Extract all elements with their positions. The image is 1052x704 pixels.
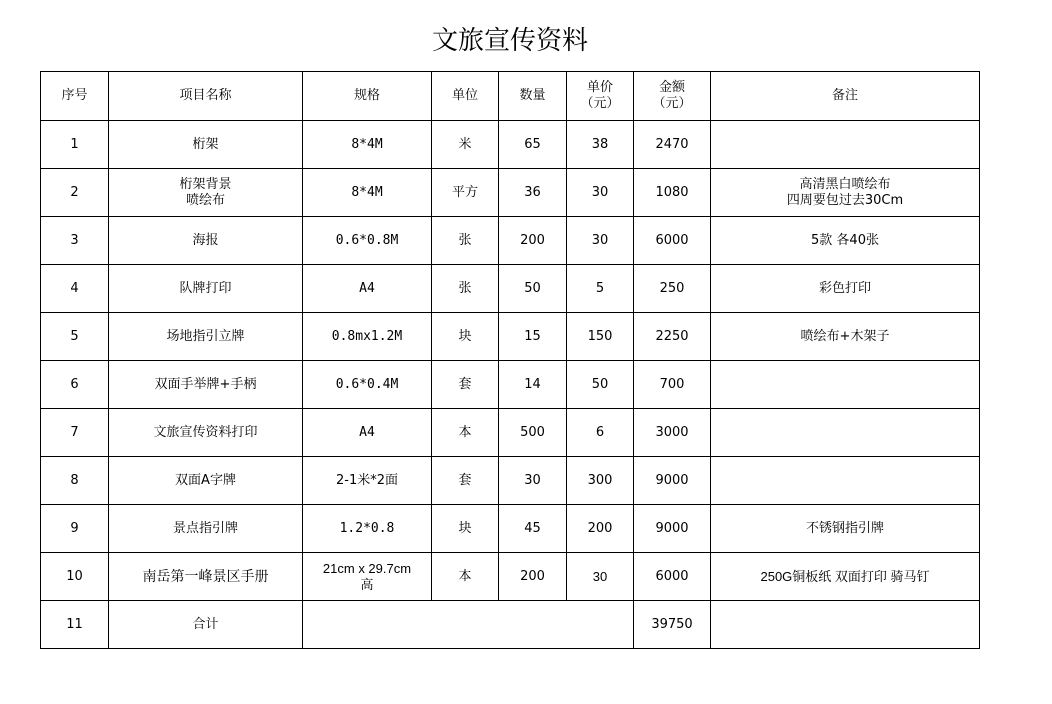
cell-qty: 200 — [499, 553, 567, 601]
table-row — [41, 265, 980, 313]
cell-price: 6 — [567, 409, 634, 457]
table-row — [41, 505, 980, 553]
cell-amount: 1080 — [634, 169, 711, 217]
cell-note — [711, 121, 980, 169]
cell-index: 10 — [41, 553, 109, 601]
header-name: 项目名称 — [109, 72, 303, 121]
table-row — [41, 313, 980, 361]
cell-spec: 2-1米*2面 — [303, 457, 432, 505]
cell-spec: A4 — [303, 409, 432, 457]
cell-name: 桁架背景 喷绘布 — [109, 169, 303, 217]
cell-note: 喷绘布+木架子 — [711, 313, 980, 361]
cell-index: 2 — [41, 169, 109, 217]
cell-price: 30 — [567, 169, 634, 217]
cell-note — [711, 409, 980, 457]
cell-note — [711, 361, 980, 409]
cell-index: 8 — [41, 457, 109, 505]
total-amount: 39750 — [634, 601, 711, 649]
cell-qty: 36 — [499, 169, 567, 217]
header-qty: 数量 — [499, 72, 567, 121]
cell-spec: 1.2*0.8 — [303, 505, 432, 553]
header-amount: 金额 （元） — [634, 72, 711, 121]
cell-amount: 2470 — [634, 121, 711, 169]
table-row — [41, 121, 980, 169]
cell-note: 不锈钢指引牌 — [711, 505, 980, 553]
cell-name: 南岳第一峰景区手册 — [109, 553, 303, 601]
cell-amount: 3000 — [634, 409, 711, 457]
cell-name: 桁架 — [109, 121, 303, 169]
cell-unit: 本 — [432, 409, 499, 457]
cell-unit: 本 — [432, 553, 499, 601]
cell-amount: 6000 — [634, 217, 711, 265]
cell-qty: 45 — [499, 505, 567, 553]
header-index: 序号 — [41, 72, 109, 121]
cell-price: 300 — [567, 457, 634, 505]
cell-name: 双面手举牌+手柄 — [109, 361, 303, 409]
cell-qty: 65 — [499, 121, 567, 169]
cell-index: 5 — [41, 313, 109, 361]
cell-name: 海报 — [109, 217, 303, 265]
cell-amount: 250 — [634, 265, 711, 313]
table-header-row — [41, 72, 980, 121]
cell-note: 高清黑白喷绘布 四周要包过去30Cm — [711, 169, 980, 217]
header-price: 单价 （元） — [567, 72, 634, 121]
cell-spec: 8*4M — [303, 121, 432, 169]
total-row — [41, 601, 980, 649]
cell-name: 双面A字牌 — [109, 457, 303, 505]
total-blank-cell — [303, 601, 634, 649]
cell-price: 30 — [567, 217, 634, 265]
cell-unit: 块 — [432, 505, 499, 553]
table-row — [41, 553, 980, 601]
header-unit: 单位 — [432, 72, 499, 121]
cell-note — [711, 457, 980, 505]
cell-name: 文旅宣传资料打印 — [109, 409, 303, 457]
cell-index: 9 — [41, 505, 109, 553]
header-note: 备注 — [711, 72, 980, 121]
cell-price: 5 — [567, 265, 634, 313]
total-note-cell — [711, 601, 980, 649]
cell-qty: 14 — [499, 361, 567, 409]
cell-unit: 块 — [432, 313, 499, 361]
table-row — [41, 361, 980, 409]
cell-index: 4 — [41, 265, 109, 313]
cell-price: 50 — [567, 361, 634, 409]
cell-unit: 米 — [432, 121, 499, 169]
cell-qty: 30 — [499, 457, 567, 505]
cell-index: 11 — [41, 601, 109, 649]
cell-price: 200 — [567, 505, 634, 553]
table-row — [41, 169, 980, 217]
cell-unit: 张 — [432, 217, 499, 265]
cell-spec: 0.6*0.8M — [303, 217, 432, 265]
cell-note: 5款 各40张 — [711, 217, 980, 265]
cell-index: 7 — [41, 409, 109, 457]
cell-unit: 套 — [432, 457, 499, 505]
total-label: 合计 — [109, 601, 303, 649]
cell-qty: 50 — [499, 265, 567, 313]
cell-spec: 8*4M — [303, 169, 432, 217]
cell-qty: 15 — [499, 313, 567, 361]
cell-index: 3 — [41, 217, 109, 265]
cell-unit: 平方 — [432, 169, 499, 217]
cell-amount: 9000 — [634, 505, 711, 553]
cell-price: 30 — [567, 553, 634, 601]
table-row — [41, 409, 980, 457]
cell-price: 150 — [567, 313, 634, 361]
cell-amount: 6000 — [634, 553, 711, 601]
cell-note: 彩色打印 — [711, 265, 980, 313]
cell-amount: 700 — [634, 361, 711, 409]
cell-spec: 0.8mx1.2M — [303, 313, 432, 361]
cell-unit: 张 — [432, 265, 499, 313]
cell-index: 1 — [41, 121, 109, 169]
cell-note: 250G铜板纸 双面打印 骑马钉 — [711, 553, 980, 601]
cell-name: 景点指引牌 — [109, 505, 303, 553]
cell-price: 38 — [567, 121, 634, 169]
cell-name: 队牌打印 — [109, 265, 303, 313]
cell-amount: 9000 — [634, 457, 711, 505]
cell-spec: 21cm x 29.7cm 高 — [303, 553, 432, 601]
cell-name: 场地指引立牌 — [109, 313, 303, 361]
cell-amount: 2250 — [634, 313, 711, 361]
cell-spec: 0.6*0.4M — [303, 361, 432, 409]
cell-unit: 套 — [432, 361, 499, 409]
cell-index: 6 — [41, 361, 109, 409]
cell-spec: A4 — [303, 265, 432, 313]
cell-qty: 200 — [499, 217, 567, 265]
table-row — [41, 457, 980, 505]
document-title: 文旅宣传资料 — [431, 26, 588, 56]
header-spec: 规格 — [303, 72, 432, 121]
quote-table — [40, 71, 980, 649]
cell-qty: 500 — [499, 409, 567, 457]
table-row — [41, 217, 980, 265]
